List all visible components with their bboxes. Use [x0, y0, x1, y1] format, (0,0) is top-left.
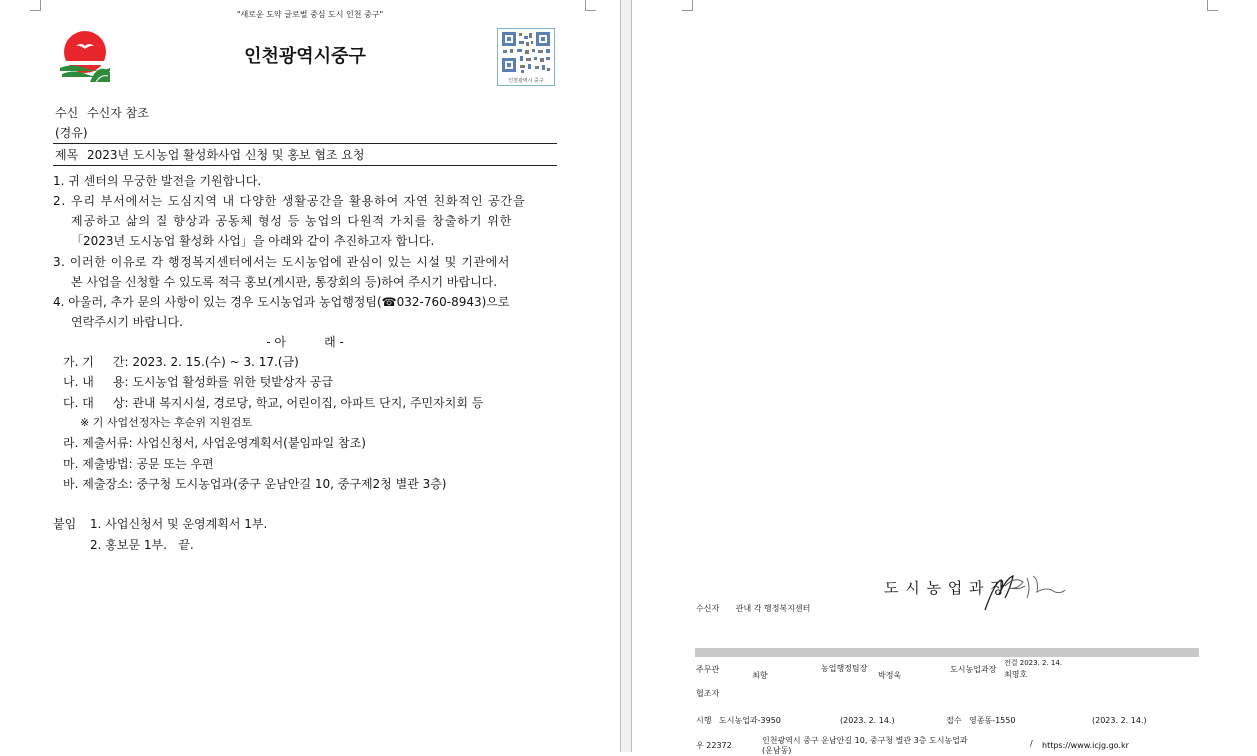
item-da: 다. 대 상: 관내 복지시설, 경로당, 학교, 어린이집, 아파트 단지, 주민자치회 등 — [63, 396, 484, 410]
qr-code-icon — [497, 28, 555, 86]
attachment-item-2: 2. 홍보문 1부. 끝. — [90, 538, 194, 552]
director-date: 전결 2023. 2. 14. — [1004, 659, 1063, 667]
subject-row — [55, 148, 365, 162]
paragraph-1: 1. 귀 센터의 무궁한 발전을 기원합니다. — [53, 174, 262, 188]
team-name: 박정욱 — [878, 671, 902, 680]
paragraph-2-text-1: 2. 우리 부서에서는 도심지역 내 다양한 생활공간을 활용하여 자연 친화적인 공간을 — [53, 194, 526, 208]
address-line-2: (운남동) — [762, 746, 792, 755]
receive-row — [946, 716, 1015, 726]
subject-label: 제목 — [55, 148, 79, 162]
receive-label: 접수 — [946, 716, 962, 725]
enforce-row — [696, 716, 781, 726]
postal-code: 우 22372 — [696, 741, 732, 750]
paragraph-3-line-1: 3. 이러한 이유로 각 행정복지센터에서는 도시농업에 관심이 있는 시설 및 기관에서 — [53, 255, 510, 269]
page-gutter — [620, 0, 632, 752]
crop-mark — [1207, 0, 1218, 11]
org-name: 인천광역시중구 — [244, 46, 366, 67]
drafter-name: 최향 — [752, 671, 768, 680]
item-na: 나. 내 용: 도시농업 활성화를 위한 텃밭상자 공급 — [63, 375, 334, 389]
address: 인천광역시 중구 운남안길 10, 중구청 별관 3층 도시농업과 — [762, 736, 968, 745]
signature-stamp-icon — [977, 566, 1067, 616]
item-note: ※ 기 사업선정자는 후순위 지원검토 — [80, 416, 252, 429]
drafter-role: 주무관 — [696, 665, 720, 674]
crop-mark — [682, 0, 693, 11]
enforce-label: 시행 — [696, 716, 712, 725]
recipients-label: 수신자 — [696, 604, 720, 613]
paragraph-4-line-2: 연락주시기 바랍니다. — [71, 315, 183, 329]
paragraph-2-line-2: 제공하고 삶의 질 향상과 공동체 형성 등 농업의 다원적 가치를 창출하기 위한 — [71, 214, 513, 228]
recipients-value: 관내 각 행정복지센터 — [735, 604, 811, 613]
director-name: 최명호 — [1004, 670, 1028, 679]
paragraph-2-line-3: 「2023년 도시농업 활성화 사업」을 아래와 같이 추진하고자 합니다. — [71, 234, 435, 248]
cooperator-label: 협조자 — [696, 689, 720, 698]
document-page-1 — [0, 0, 620, 752]
footer-gray-band — [695, 648, 1199, 657]
recipient-row — [55, 106, 149, 120]
director-role: 도시농업과장 — [950, 665, 997, 674]
item-ma: 마. 제출방법: 공문 또는 우편 — [63, 457, 214, 471]
qr-caption: 인천광역시 중구 — [508, 78, 544, 84]
subject-value: 2023년 도시농업 활성화사업 신청 및 홍보 협조 요청 — [87, 148, 365, 162]
recipient-label: 수신 — [55, 106, 79, 120]
recipient-value: 수신자 참조 — [87, 106, 149, 120]
via-label: (경유) — [55, 126, 88, 140]
team-role: 농업행정팀장 — [821, 664, 868, 673]
attachments-label: 붙임 — [53, 517, 77, 531]
enforce-number: 도시농업과-3950 — [719, 716, 781, 725]
item-ga: 가. 기 간: 2023. 2. 15.(수) ~ 3. 17.(금) — [63, 355, 299, 369]
receive-number: 영종동-1550 — [969, 716, 1016, 725]
paragraph-2-line-1 — [53, 194, 561, 208]
subject-top-rule — [53, 143, 557, 144]
item-ba: 바. 제출장소: 중구청 도시농업과(중구 운남안길 10, 중구제2청 별관 3층) — [63, 477, 447, 491]
item-ra: 라. 제출서류: 사업신청서, 사업운영계획서(붙임파일 참조) — [63, 436, 366, 450]
signoff-title: 도 시 농 업 과 장 — [884, 579, 1006, 597]
paragraph-4-line-1: 4. 아울러, 추가 문의 사항이 있는 경우 도시농업과 농업행정팀(☎032-760-8943)으로 — [53, 295, 510, 309]
url-separator: / — [1030, 739, 1033, 748]
document-page-2 — [632, 0, 1257, 755]
receive-date: (2023. 2. 14.) — [1092, 716, 1147, 725]
attachment-item-1: 1. 사업신청서 및 운영계획서 1부. — [90, 517, 268, 531]
recipients-row — [696, 604, 810, 614]
enforce-date: (2023. 2. 14.) — [840, 716, 895, 725]
slogan: "새로운 도약 글로벌 중심 도시 인천 중구" — [236, 10, 384, 19]
paragraph-3-line-2: 본 사업을 신청할 수 있도록 적극 홍보(게시판, 통장회의 등)하여 주시기 바랍니다. — [71, 275, 498, 289]
below-heading: - 아 래 - — [266, 335, 344, 349]
subject-bottom-rule — [53, 165, 557, 166]
homepage-url: https://www.icjg.go.kr — [1042, 741, 1129, 750]
